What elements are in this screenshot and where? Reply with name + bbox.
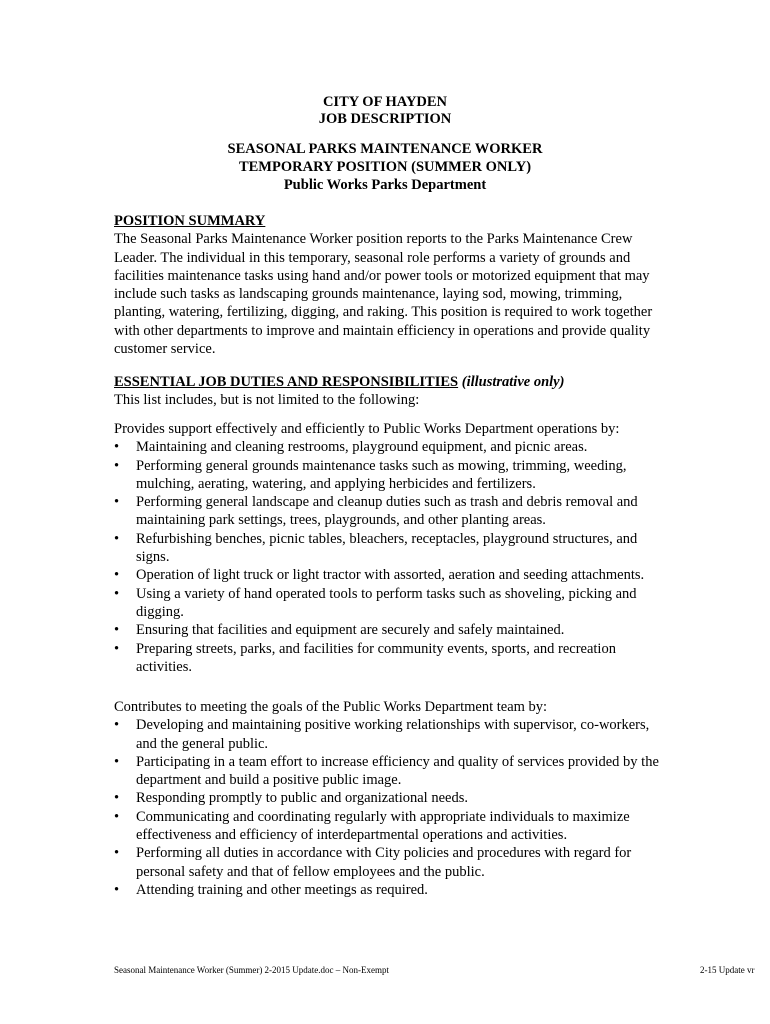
- bullet-icon: •: [114, 457, 120, 474]
- list-item: [114, 640, 659, 677]
- bullet-icon: •: [114, 753, 120, 770]
- bullet-icon: •: [114, 567, 120, 584]
- bullet-icon: •: [114, 717, 120, 734]
- list-item-text: Ensuring that facilities and equipment are securely and safely maintained.: [136, 622, 565, 639]
- list-item: [114, 789, 659, 807]
- list-item-text: Attending training and other meetings as required.: [136, 881, 428, 898]
- bullet-icon: •: [114, 622, 120, 639]
- duties-heading: ESSENTIAL JOB DUTIES AND RESPONSIBILITIES: [114, 374, 459, 390]
- bullet-icon: •: [114, 881, 120, 898]
- bullet-icon: •: [114, 845, 120, 862]
- group1-intro: Provides support effectively and efficiently to Public Works Department operations by:: [114, 421, 620, 437]
- list-item: [114, 621, 659, 639]
- list-item-text: Operation of light truck or light tractor with assorted, aeration and seeding attachments.: [136, 567, 645, 584]
- doc-type-title: JOB DESCRIPTION: [318, 111, 452, 127]
- duties-intro: This list includes, but is not limited to the following:: [114, 392, 420, 409]
- list-item: [114, 881, 659, 899]
- group2-list: [114, 716, 659, 899]
- job-title: SEASONAL PARKS MAINTENANCE WORKER: [227, 141, 543, 157]
- bullet-icon: •: [114, 790, 120, 807]
- list-item-text: Performing general grounds maintenance tasks such as mowing, trimming, weeding, mulching, aerating, watering, and applying herbicides and fertilizers.: [136, 457, 627, 492]
- bullet-icon: •: [114, 808, 120, 825]
- duties-section: [114, 373, 659, 410]
- list-item: [114, 493, 659, 530]
- position-type: TEMPORARY POSITION (SUMMER ONLY): [238, 159, 532, 175]
- group2-intro: Contributes to meeting the goals of the Public Works Department team by:: [114, 699, 548, 715]
- footer-version: 2-15 Update vr: [700, 965, 755, 975]
- list-item: [114, 844, 659, 881]
- list-item-text: Performing general landscape and cleanup duties such as trash and debris removal and maintaining park settings, trees, playgrounds, and other planting areas.: [136, 494, 638, 529]
- list-item: [114, 438, 659, 456]
- list-item-text: Communicating and coordinating regularly with appropriate individuals to maximize effectiveness and efficiency of interdepartmental operations and activities.: [136, 808, 630, 844]
- list-item: [114, 753, 659, 790]
- footer-filename: Seasonal Maintenance Worker (Summer) 2-2015 Update.doc – Non-Exempt: [114, 965, 390, 975]
- list-item-text: Maintaining and cleaning restrooms, playground equipment, and picnic areas.: [136, 439, 588, 456]
- list-item: [114, 585, 659, 622]
- duties-note: (illustrative only): [461, 374, 565, 390]
- list-item: [114, 808, 659, 845]
- bullet-icon: •: [114, 439, 120, 456]
- list-item-text: Preparing streets, parks, and facilities for community events, sports, and recreation activities.: [136, 640, 616, 675]
- list-item: [114, 716, 659, 753]
- bullet-icon: •: [114, 530, 120, 547]
- city-title: CITY OF HAYDEN: [322, 94, 448, 110]
- list-item: [114, 566, 659, 584]
- position-summary-section: [114, 212, 659, 358]
- department-name: Public Works Parks Department: [283, 177, 487, 193]
- list-item-text: Responding promptly to public and organizational needs.: [136, 790, 468, 807]
- list-item-text: Using a variety of hand operated tools to perform tasks such as shoveling, picking and digging.: [136, 585, 637, 620]
- duties-group-1: [114, 420, 659, 676]
- list-item-text: Performing all duties in accordance with City policies and procedures with regard for personal safety and that of fellow employees and the public.: [136, 845, 632, 880]
- position-summary-text: The Seasonal Parks Maintenance Worker position reports to the Parks Maintenance Crew Leader. The individual in this temporary, seasonal role performs a variety of grounds and facilities maintenance tasks using hand and/or power tools or motorized equipment that may include such tasks as landscaping grounds maintenance, laying sod, mowing, trimming, planting, watering, fertilizing, digging, and raking. This position is required to work together with other departments to improve and maintain efficiency in operations and provide quality customer service.: [114, 231, 653, 358]
- list-item-text: Participating in a team effort to increase efficiency and quality of services provided by the department and build a positive public image.: [136, 753, 659, 789]
- bullet-icon: •: [114, 640, 120, 657]
- list-item: [114, 530, 659, 567]
- bullet-icon: •: [114, 585, 120, 602]
- duties-group-2: [114, 698, 659, 899]
- list-item-text: Developing and maintaining positive working relationships with supervisor, co-workers, and the general public.: [136, 717, 650, 752]
- position-summary-heading: POSITION SUMMARY: [114, 213, 266, 229]
- bullet-icon: •: [114, 494, 120, 511]
- group1-list: [114, 438, 659, 676]
- duties-heading-line: [114, 373, 659, 391]
- list-item-text: Refurbishing benches, picnic tables, bleachers, receptacles, playground structures, and signs.: [136, 530, 638, 566]
- list-item: [114, 457, 659, 494]
